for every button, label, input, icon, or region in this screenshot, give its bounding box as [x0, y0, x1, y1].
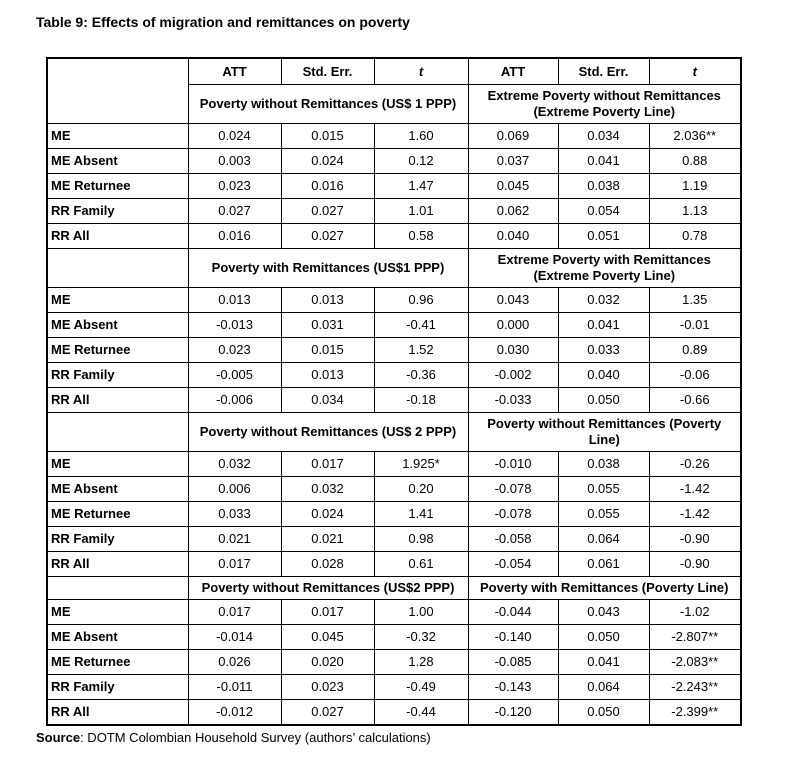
value-att-cell: 0.000: [468, 313, 558, 338]
value-t-cell: 1.01: [374, 199, 468, 224]
value-t-cell: -0.36: [374, 363, 468, 388]
value-stderr-cell: 0.041: [558, 313, 649, 338]
value-att-cell: -0.033: [468, 388, 558, 413]
row-label: RR All: [47, 388, 188, 413]
value-stderr-cell: 0.043: [558, 600, 649, 625]
value-t-cell: -1.02: [649, 600, 741, 625]
data-row: [47, 552, 741, 577]
value-att-cell: -0.010: [468, 452, 558, 477]
value-stderr-cell: 0.015: [281, 338, 374, 363]
row-label: ME: [47, 452, 188, 477]
value-t-cell: -0.66: [649, 388, 741, 413]
value-att-cell: 0.032: [188, 452, 281, 477]
value-t-cell: 1.47: [374, 174, 468, 199]
value-stderr-cell: 0.041: [558, 650, 649, 675]
value-att-cell: -0.006: [188, 388, 281, 413]
value-t-cell: 1.52: [374, 338, 468, 363]
col-header-stderr-left: Std. Err.: [281, 58, 374, 85]
value-att-cell: 0.013: [188, 288, 281, 313]
value-att-cell: -0.078: [468, 477, 558, 502]
value-stderr-cell: 0.013: [281, 363, 374, 388]
value-att-cell: -0.013: [188, 313, 281, 338]
value-t-cell: 1.925*: [374, 452, 468, 477]
value-t-cell: -2.083**: [649, 650, 741, 675]
section-title-left: Poverty without Remittances (US$ 1 PPP): [188, 85, 468, 124]
data-row: [47, 288, 741, 313]
value-stderr-cell: 0.016: [281, 174, 374, 199]
value-stderr-cell: 0.034: [558, 124, 649, 149]
data-row: [47, 338, 741, 363]
value-t-cell: -2.243**: [649, 675, 741, 700]
value-stderr-cell: 0.032: [558, 288, 649, 313]
value-att-cell: -0.058: [468, 527, 558, 552]
data-row: [47, 452, 741, 477]
value-t-cell: -0.01: [649, 313, 741, 338]
row-label: RR Family: [47, 363, 188, 388]
value-t-cell: -0.26: [649, 452, 741, 477]
value-stderr-cell: 0.061: [558, 552, 649, 577]
value-t-cell: -0.18: [374, 388, 468, 413]
col-header-stderr-right: Std. Err.: [558, 58, 649, 85]
row-label: RR Family: [47, 527, 188, 552]
row-label: ME: [47, 600, 188, 625]
row-label: RR All: [47, 700, 188, 726]
row-label: RR Family: [47, 675, 188, 700]
value-att-cell: 0.045: [468, 174, 558, 199]
value-att-cell: 0.043: [468, 288, 558, 313]
value-t-cell: 1.00: [374, 600, 468, 625]
col-header-att-right: ATT: [468, 58, 558, 85]
data-row: [47, 224, 741, 249]
data-row: [47, 149, 741, 174]
value-stderr-cell: 0.020: [281, 650, 374, 675]
value-t-cell: -0.06: [649, 363, 741, 388]
value-t-cell: 0.78: [649, 224, 741, 249]
value-t-cell: -0.44: [374, 700, 468, 726]
value-stderr-cell: 0.021: [281, 527, 374, 552]
value-t-cell: 0.96: [374, 288, 468, 313]
source-note: [36, 730, 811, 746]
value-stderr-cell: 0.017: [281, 600, 374, 625]
value-t-cell: 1.28: [374, 650, 468, 675]
data-row: [47, 502, 741, 527]
data-row: [47, 388, 741, 413]
section-title-left: Poverty without Remittances (US$2 PPP): [188, 577, 468, 600]
data-row: [47, 313, 741, 338]
value-att-cell: 0.062: [468, 199, 558, 224]
value-att-cell: -0.005: [188, 363, 281, 388]
data-row: [47, 477, 741, 502]
row-label: ME Returnee: [47, 502, 188, 527]
value-t-cell: 0.58: [374, 224, 468, 249]
value-att-cell: -0.120: [468, 700, 558, 726]
value-stderr-cell: 0.045: [281, 625, 374, 650]
value-att-cell: 0.017: [188, 552, 281, 577]
value-att-cell: 0.023: [188, 338, 281, 363]
value-att-cell: -0.085: [468, 650, 558, 675]
section-title-right: Extreme Poverty with Remittances (Extreme Poverty Line): [468, 249, 741, 288]
empty-cell: [47, 249, 188, 288]
value-stderr-cell: 0.027: [281, 224, 374, 249]
section-title-right: Poverty with Remittances (Poverty Line): [468, 577, 741, 600]
corner-cell: [47, 58, 188, 124]
table-caption: Table 9: Effects of migration and remittances on poverty: [36, 14, 410, 30]
value-att-cell: -0.140: [468, 625, 558, 650]
value-att-cell: -0.054: [468, 552, 558, 577]
data-row: [47, 363, 741, 388]
value-t-cell: -2.807**: [649, 625, 741, 650]
value-t-cell: 0.98: [374, 527, 468, 552]
value-att-cell: 0.040: [468, 224, 558, 249]
data-row: [47, 527, 741, 552]
value-t-cell: 1.41: [374, 502, 468, 527]
data-row: [47, 124, 741, 149]
value-t-cell: -2.399**: [649, 700, 741, 726]
value-att-cell: -0.143: [468, 675, 558, 700]
value-stderr-cell: 0.028: [281, 552, 374, 577]
value-att-cell: -0.014: [188, 625, 281, 650]
value-stderr-cell: 0.027: [281, 700, 374, 726]
value-att-cell: -0.002: [468, 363, 558, 388]
value-t-cell: 1.13: [649, 199, 741, 224]
value-att-cell: 0.016: [188, 224, 281, 249]
value-stderr-cell: 0.017: [281, 452, 374, 477]
value-att-cell: -0.044: [468, 600, 558, 625]
row-label: ME Absent: [47, 477, 188, 502]
value-t-cell: 1.60: [374, 124, 468, 149]
value-stderr-cell: 0.055: [558, 477, 649, 502]
data-row: [47, 625, 741, 650]
row-label: ME Returnee: [47, 650, 188, 675]
data-row: [47, 650, 741, 675]
value-stderr-cell: 0.033: [558, 338, 649, 363]
value-stderr-cell: 0.038: [558, 452, 649, 477]
col-header-t-right: t: [649, 58, 741, 85]
value-t-cell: -0.90: [649, 552, 741, 577]
row-label: RR All: [47, 224, 188, 249]
value-stderr-cell: 0.054: [558, 199, 649, 224]
row-label: RR All: [47, 552, 188, 577]
value-att-cell: 0.023: [188, 174, 281, 199]
value-t-cell: 0.12: [374, 149, 468, 174]
data-row: [47, 675, 741, 700]
results-table: [46, 57, 742, 726]
value-att-cell: 0.033: [188, 502, 281, 527]
row-label: ME Returnee: [47, 174, 188, 199]
value-t-cell: 1.35: [649, 288, 741, 313]
value-t-cell: -0.90: [649, 527, 741, 552]
row-label: ME Absent: [47, 149, 188, 174]
value-stderr-cell: 0.034: [281, 388, 374, 413]
value-att-cell: 0.021: [188, 527, 281, 552]
value-stderr-cell: 0.041: [558, 149, 649, 174]
value-att-cell: 0.026: [188, 650, 281, 675]
section-title-row: [47, 577, 741, 600]
section-title-left: Poverty without Remittances (US$ 2 PPP): [188, 413, 468, 452]
section-title-right: Extreme Poverty without Remittances (Extreme Poverty Line): [468, 85, 741, 124]
value-stderr-cell: 0.064: [558, 527, 649, 552]
value-stderr-cell: 0.050: [558, 625, 649, 650]
section-title-left: Poverty with Remittances (US$1 PPP): [188, 249, 468, 288]
col-header-t-left: t: [374, 58, 468, 85]
value-stderr-cell: 0.038: [558, 174, 649, 199]
value-t-cell: 0.89: [649, 338, 741, 363]
value-stderr-cell: 0.050: [558, 700, 649, 726]
source-label: Source: [36, 730, 81, 745]
value-att-cell: 0.037: [468, 149, 558, 174]
value-att-cell: -0.012: [188, 700, 281, 726]
row-label: ME Absent: [47, 313, 188, 338]
value-att-cell: 0.024: [188, 124, 281, 149]
value-stderr-cell: 0.032: [281, 477, 374, 502]
value-stderr-cell: 0.064: [558, 675, 649, 700]
value-stderr-cell: 0.023: [281, 675, 374, 700]
section-title-right: Poverty without Remittances (Poverty Line): [468, 413, 741, 452]
value-att-cell: 0.030: [468, 338, 558, 363]
data-row: [47, 600, 741, 625]
value-att-cell: -0.011: [188, 675, 281, 700]
value-t-cell: -0.41: [374, 313, 468, 338]
value-t-cell: 1.19: [649, 174, 741, 199]
value-t-cell: -0.32: [374, 625, 468, 650]
row-label: ME Absent: [47, 625, 188, 650]
value-att-cell: 0.017: [188, 600, 281, 625]
value-stderr-cell: 0.024: [281, 502, 374, 527]
value-stderr-cell: 0.027: [281, 199, 374, 224]
row-label: ME: [47, 124, 188, 149]
value-att-cell: -0.078: [468, 502, 558, 527]
column-header-row: [47, 58, 741, 85]
data-row: [47, 174, 741, 199]
row-label: ME: [47, 288, 188, 313]
source-text: : DOTM Colombian Household Survey (authors’ calculations): [80, 730, 431, 745]
value-att-cell: 0.003: [188, 149, 281, 174]
value-stderr-cell: 0.015: [281, 124, 374, 149]
value-t-cell: -0.49: [374, 675, 468, 700]
data-row: [47, 700, 741, 726]
value-att-cell: 0.027: [188, 199, 281, 224]
row-label: RR Family: [47, 199, 188, 224]
data-row: [47, 199, 741, 224]
value-stderr-cell: 0.050: [558, 388, 649, 413]
value-t-cell: -1.42: [649, 502, 741, 527]
value-stderr-cell: 0.040: [558, 363, 649, 388]
section-title-row: [47, 413, 741, 452]
value-att-cell: 0.069: [468, 124, 558, 149]
table-body: [47, 124, 741, 726]
col-header-att-left: ATT: [188, 58, 281, 85]
value-stderr-cell: 0.055: [558, 502, 649, 527]
value-att-cell: 0.006: [188, 477, 281, 502]
row-label: ME Returnee: [47, 338, 188, 363]
value-t-cell: 0.61: [374, 552, 468, 577]
value-t-cell: 0.20: [374, 477, 468, 502]
section-title-row: [47, 249, 741, 288]
value-t-cell: -1.42: [649, 477, 741, 502]
value-stderr-cell: 0.031: [281, 313, 374, 338]
value-t-cell: 0.88: [649, 149, 741, 174]
value-stderr-cell: 0.051: [558, 224, 649, 249]
value-t-cell: 2.036**: [649, 124, 741, 149]
empty-cell: [47, 413, 188, 452]
value-stderr-cell: 0.024: [281, 149, 374, 174]
empty-cell: [47, 577, 188, 600]
value-stderr-cell: 0.013: [281, 288, 374, 313]
